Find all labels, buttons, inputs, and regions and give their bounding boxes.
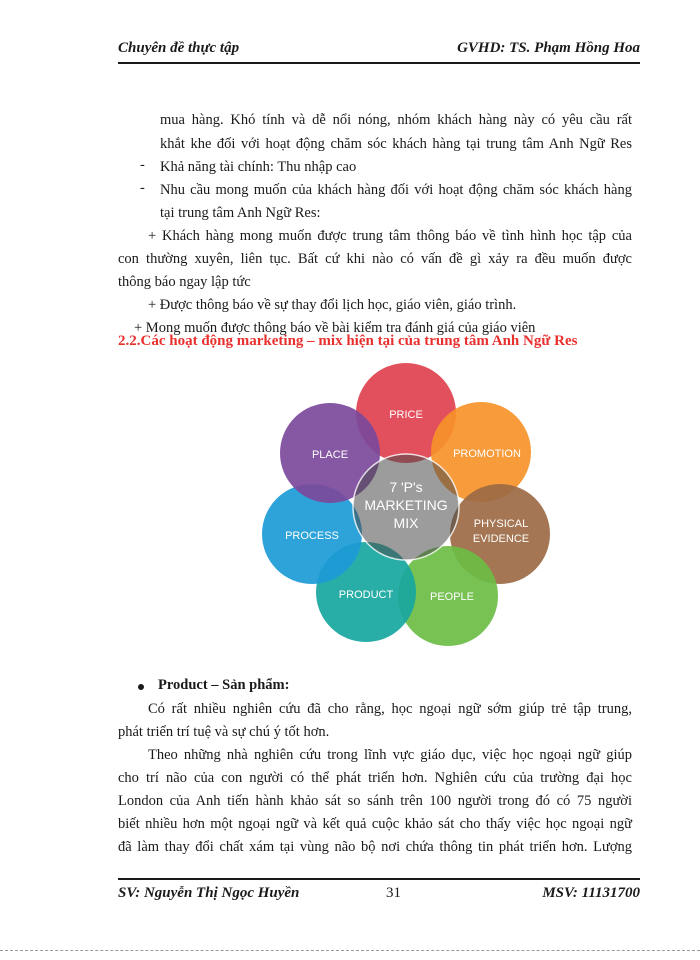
body-line: phát triển trí tuệ và sự chú ý tốt hơn. xyxy=(118,724,330,740)
body-line: London của Anh tiến hành khảo sát so sánh trên 100 người trong đó có 75 người xyxy=(118,793,632,809)
plus-line: + Mong muốn được thông báo về bài kiểm tra đánh giá của giáo viên xyxy=(134,320,536,336)
label-evidence: EVIDENCE xyxy=(472,533,530,545)
plus-line: thông báo ngay lập tức xyxy=(118,274,251,290)
product-heading: Product – Sản phẩm: xyxy=(158,677,290,693)
intro-line: mua hàng. Khó tính và dễ nổi nóng, nhóm khách hàng này có yêu cầu rất xyxy=(160,112,632,128)
marketing-mix-diagram xyxy=(258,362,554,652)
center-line-3: MIX xyxy=(393,515,419,531)
page-header xyxy=(118,38,640,64)
page-footer xyxy=(118,878,640,906)
bullet-dot-icon xyxy=(138,684,144,690)
page-number: 31 xyxy=(386,885,401,901)
plus-line: + Được thông báo về sự thay đổi lịch học, giáo viên, giáo trình. xyxy=(148,297,517,313)
plus-line: + Khách hàng mong muốn được trung tâm thông báo về tình hình học tập của xyxy=(148,228,632,244)
footer-student: SV: Nguyễn Thị Ngọc Huyền xyxy=(118,885,300,901)
header-right: GVHD: TS. Phạm Hồng Hoa xyxy=(457,40,640,56)
body-line: cho trí não của con người có thể phát triển hơn. Nghiên cứu của trường đại học xyxy=(118,770,632,786)
label-people: PEOPLE xyxy=(429,591,475,603)
label-physical: PHYSICAL xyxy=(473,518,529,530)
intro-line: khắt khe đối với hoạt động chăm sóc khách hàng tại trung tâm Anh Ngữ Res xyxy=(160,136,632,152)
plus-line: con thường xuyên, liên tục. Bất cứ khi nào có vấn đề gì xảy ra đều muốn được xyxy=(118,251,632,267)
body-line: Có rất nhiều nghiên cứu đã cho rằng, học ngoại ngữ sớm giúp trẻ tập trung, xyxy=(148,701,632,717)
section-heading: 2.2.Các hoạt động marketing – mix hiện tại của trung tâm Anh Ngữ Res xyxy=(118,333,578,349)
dash-item-text: tại trung tâm Anh Ngữ Res: xyxy=(160,205,321,221)
body-line: Theo những nhà nghiên cứu trong lĩnh vực giáo dục, việc học ngoại ngữ giúp xyxy=(148,747,632,763)
center-line-2: MARKETING xyxy=(364,497,448,513)
page-edge-divider xyxy=(0,950,700,951)
body-line: biết nhiều hơn một ngoại ngữ và kết quả cuộc khảo sát cho thấy việc học ngoại ngữ xyxy=(118,816,632,832)
label-price: PRICE xyxy=(389,409,423,421)
footer-student-id: MSV: 11131700 xyxy=(542,885,640,901)
dash-item-text: Khả năng tài chính: Thu nhập cao xyxy=(160,159,357,175)
body-line: đã làm thay đổi chất xám tại vùng não bộ nơi chứa thông tin phát triển hơn. Lượng xyxy=(118,839,632,855)
header-left: Chuyên đề thực tập xyxy=(118,40,240,56)
dash-item-text: Nhu cầu mong muốn của khách hàng đối với hoạt động chăm sóc khách hàng xyxy=(160,182,632,198)
label-process: PROCESS xyxy=(285,530,339,542)
center-line-1: 7 'P's xyxy=(389,479,423,495)
dash-bullet: - xyxy=(140,157,145,173)
label-place: PLACE xyxy=(311,449,349,461)
label-product: PRODUCT xyxy=(338,589,394,601)
dash-bullet: - xyxy=(140,180,145,196)
label-promotion: PROMOTION xyxy=(453,448,521,460)
